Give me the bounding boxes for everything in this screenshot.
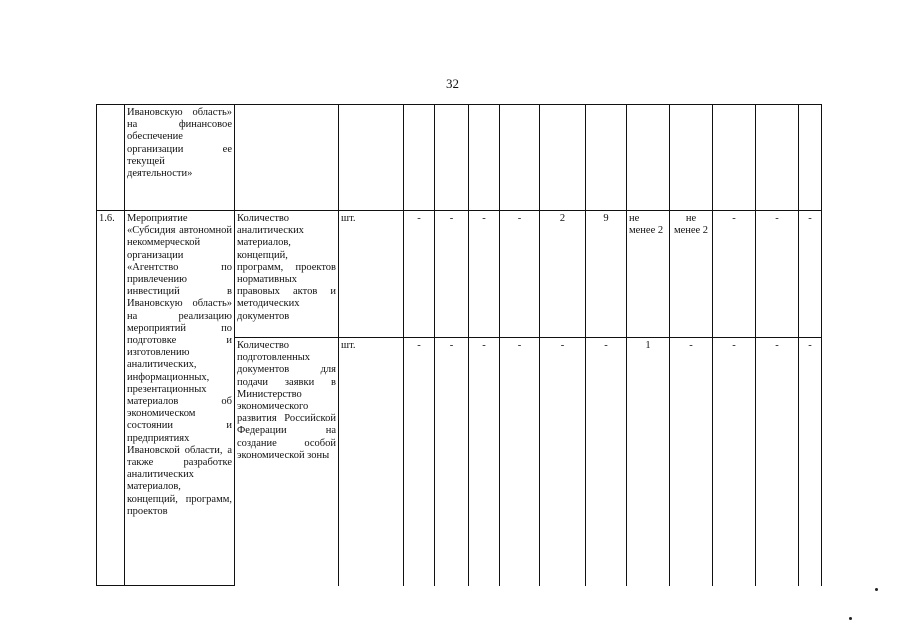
value-cell: - [756, 338, 799, 586]
value-cell [404, 105, 435, 211]
unit-cell: шт. [339, 338, 404, 586]
value-cell: не менее 2 [627, 211, 670, 338]
value-cell [713, 105, 756, 211]
value-cell: - [435, 211, 469, 338]
row-1-6-indicator-a [97, 211, 822, 338]
indicator-cell: Количество подготовленных документов для подачи заявки в Министерство экономического развития Российской Федерации на создание особой экономической зоны [235, 338, 339, 586]
value-cell: - [713, 338, 756, 586]
value-cell: - [500, 211, 540, 338]
value-cell: - [469, 211, 500, 338]
value-cell: - [469, 338, 500, 586]
unit-cell [339, 105, 404, 211]
value-cell: - [404, 211, 435, 338]
value-cell: 1 [627, 338, 670, 586]
value-cell: 9 [586, 211, 627, 338]
value-cell: - [799, 211, 822, 338]
page-number: 32 [446, 76, 459, 91]
value-cell: - [670, 338, 713, 586]
continuation-row [97, 105, 822, 211]
value-cell [435, 105, 469, 211]
value-cell [469, 105, 500, 211]
value-cell [540, 105, 586, 211]
value-cell [586, 105, 627, 211]
value-cell: - [713, 211, 756, 338]
scan-speck [875, 588, 878, 591]
value-cell [756, 105, 799, 211]
value-cell [799, 105, 822, 211]
event-name-cell: Мероприятие «Субсидия автономной некоммерческой организации «Агентство по привлечению инвестиций в Ивановскую область» на реализацию мероприятий по подготовке и изготовлению аналитических, информационных, презентационных материалов об экономическом состоянии и предприятиях Ивановской области, а также разработке аналитических материалов, концепций, программ, проектов [125, 211, 235, 586]
number-cell: 1.6. [97, 211, 125, 586]
indicator-cell: Количество аналитических материалов, концепций, программ, проектов нормативных правовых актов и методических документов [235, 211, 339, 338]
number-cell [97, 105, 125, 211]
value-cell: - [799, 338, 822, 586]
unit-cell: шт. [339, 211, 404, 338]
value-cell: не менее 2 [670, 211, 713, 338]
value-cell [670, 105, 713, 211]
value-cell: - [540, 338, 586, 586]
event-name-cell: Ивановскую область» на финансовое обеспечение организации ее текущей деятельности» [125, 105, 235, 211]
value-cell: 2 [540, 211, 586, 338]
value-cell: - [756, 211, 799, 338]
value-cell [500, 105, 540, 211]
value-cell: - [586, 338, 627, 586]
scan-speck [849, 617, 852, 620]
indicator-table [96, 104, 822, 586]
value-cell: - [500, 338, 540, 586]
indicator-cell [235, 105, 339, 211]
value-cell [627, 105, 670, 211]
value-cell: - [435, 338, 469, 586]
value-cell: - [404, 338, 435, 586]
